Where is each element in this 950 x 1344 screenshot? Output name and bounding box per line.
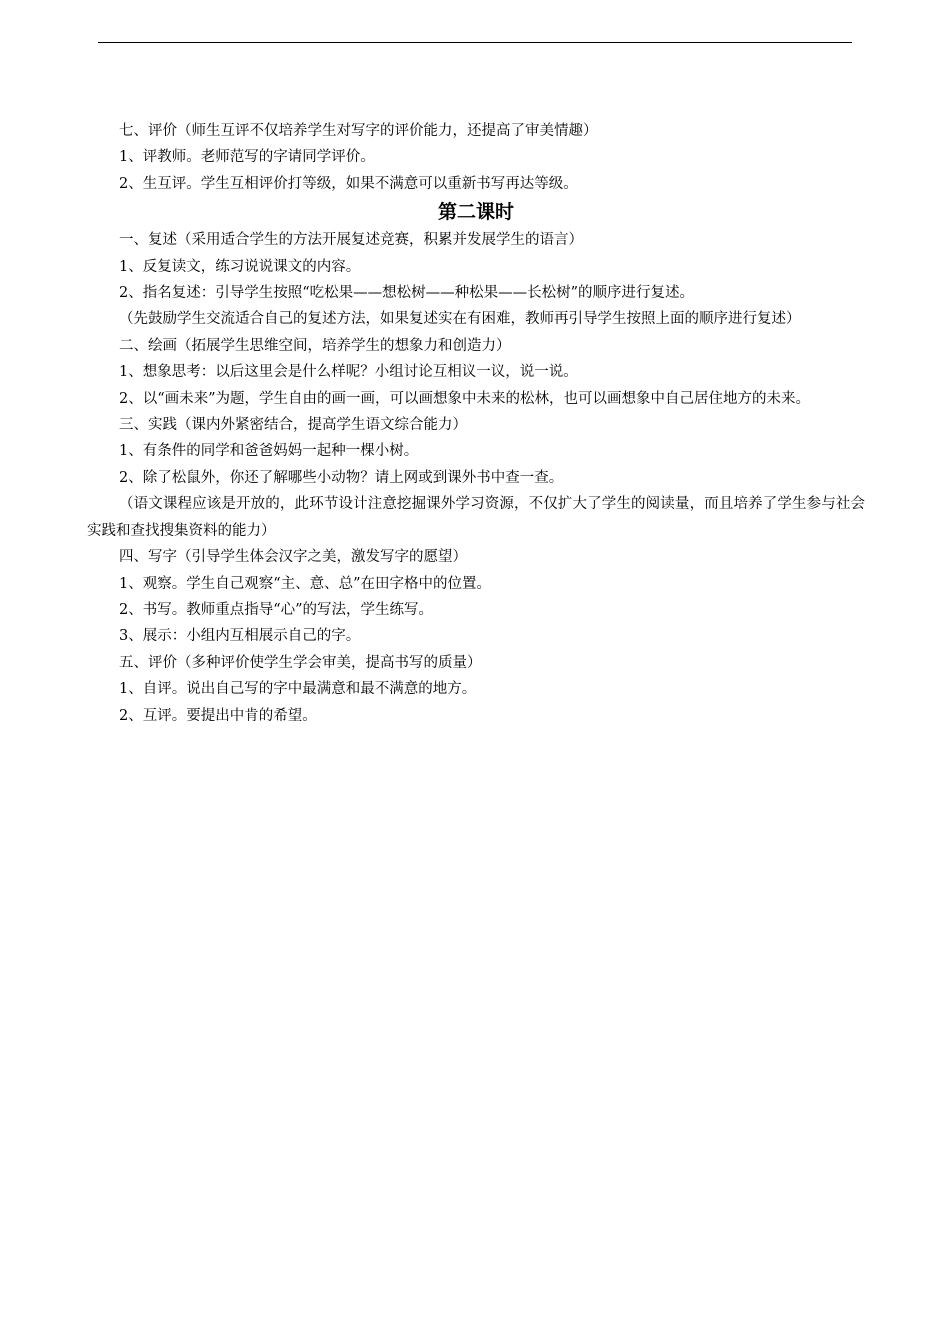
part-three-note: （语文课程应该是开放的，此环节设计注意挖掘课外学习资源，不仅扩大了学生的阅读量，而且培养了学生参与社会实践和查找搜集资料的能力）: [87, 496, 865, 539]
part-two-item-1: 1、想象思考：以后这里会是什么样呢？小组讨论互相议一议，说一说。: [119, 364, 578, 381]
part-three-title: 三、实践（课内外紧密结合，提高学生语文综合能力）: [119, 417, 467, 434]
section-seven-title: 七、评价（师生互评不仅培养学生对写字的评价能力，还提高了审美情趣）: [119, 123, 598, 139]
lesson-two-heading: 第二课时: [437, 201, 514, 224]
part-four-item-3: 3、展示：小组内互相展示自己的字。: [119, 628, 361, 645]
part-one-title: 一、复述（采用适合学生的方法开展复述竞赛，积累并发展学生的语言）: [119, 232, 583, 249]
part-one-item-1: 1、反复读文，练习说说课文的内容。: [119, 258, 361, 275]
part-three-item-1: 1、有条件的同学和爸爸妈妈一起种一棵小树。: [119, 443, 419, 460]
part-one-item-2: 2、指名复述：引导学生按照“吃松果——想松树——种松果——长松树”的顺序进行复述。: [119, 285, 695, 302]
part-five-item-1: 1、自评。说出自己写的字中最满意和最不满意的地方。: [119, 681, 477, 698]
document-body: [87, 118, 865, 729]
part-four-item-1: 1、观察。学生自己观察“主、意、总”在田字格中的位置。: [119, 575, 492, 592]
part-one-note: （先鼓励学生交流适合自己的复述方法，如果复述实在有困难，教师再引导学生按照上面的顺序进行复述）: [119, 311, 801, 328]
part-five-item-2: 2、互评。要提出中肯的希望。: [119, 707, 317, 724]
section-seven-item-1: 1、评教师。老师范写的字请同学评价。: [119, 149, 375, 166]
part-two-item-2: 2、以“画未来”为题，学生自由的画一画，可以画想象中未来的松林，也可以画想象中自己居住地方的未来。: [119, 390, 811, 407]
part-five-title: 五、评价（多种评价使学生学会审美，提高书写的质量）: [119, 654, 482, 671]
section-seven-item-2: 2、生互评。学生互相评价打等级，如果不满意可以重新书写再达等级。: [119, 175, 578, 192]
part-three-item-2: 2、除了松鼠外，你还了解哪些小动物？请上网或到课外书中查一查。: [119, 469, 564, 486]
part-four-title: 四、写字（引导学生体会汉字之美，激发写字的愿望）: [119, 549, 467, 566]
part-two-title: 二、绘画（拓展学生思维空间，培养学生的想象力和创造力）: [119, 337, 511, 354]
header-rule: [98, 42, 852, 43]
part-four-item-2: 2、书写。教师重点指导“心”的写法，学生练写。: [119, 601, 434, 618]
